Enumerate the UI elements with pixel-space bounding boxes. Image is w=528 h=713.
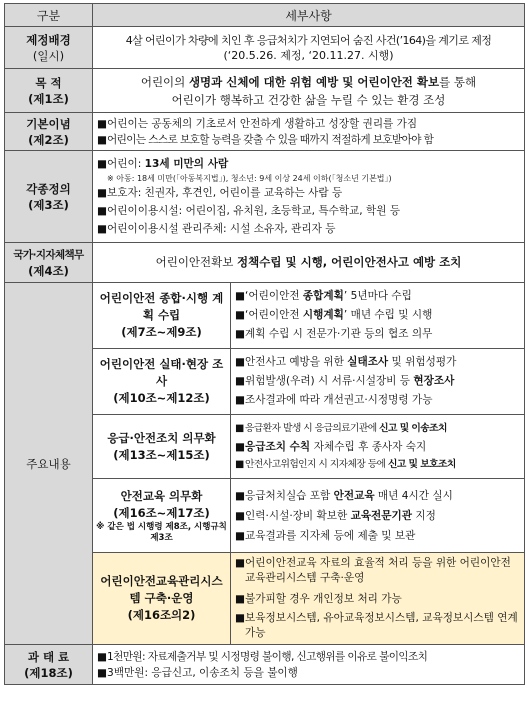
main-sub-title: 어린이안전 종합·시행 계획 수립 (제7조~제9조) <box>93 283 231 349</box>
definition-note: ※ 아동: 18세 미만(「아동복지법」), 청소년: 9세 이상 24세 이하(「청소년 기본법」) <box>107 174 392 183</box>
definition-item: ■ 어린이이용시설: 어린이집, 유치원, 초등학교, 특수학교, 학원 등 <box>97 205 401 217</box>
main-sub-title: 안전교육 의무화 (제16조~제17조) ※ 같은 법 시행령 제8조, 시행규칙 제3조 <box>93 479 231 553</box>
header-details: 세부사항 <box>93 4 525 27</box>
duties-content: 어린이안전확보 정책수립 및 시행, 어린이안전사고 예방 조치 <box>93 243 525 283</box>
education-note: ※ 같은 법 시행령 제8조, 시행규칙 제3조 <box>96 521 227 543</box>
ideas-item: ■ 어린이는 공동체의 기초로서 안전하게 생활하고 성장할 권리를 가짐 <box>97 117 418 130</box>
main-sub-items <box>231 283 525 349</box>
main-item: ■ 보육정보시스템, 유아교육정보시스템, 교육정보시스템 연계 가능 <box>235 612 518 639</box>
header-row <box>5 4 525 27</box>
main-item: ■ 불가피할 경우 개인정보 처리 가능 <box>235 593 402 605</box>
background-line1: 4살 어린이가 차량에 치인 후 응급처치가 지연되어 숨진 사건(’164)을 계기로 제정 <box>125 33 492 47</box>
row-purpose <box>5 69 525 113</box>
label-definitions: 각종정의 (제3조) <box>5 151 93 243</box>
row-duties <box>5 243 525 283</box>
fine-content <box>93 645 525 685</box>
row-background <box>5 27 525 69</box>
background-content <box>93 27 525 69</box>
label-background: 제정배경 (일시) <box>5 27 93 69</box>
main-sub-title: 어린이안전 실태·현장 조사 (제10조~제12조) <box>93 349 231 415</box>
main-item: ■ 교육결과를 지자체 등에 제출 및 보관 <box>235 529 416 542</box>
main-item: ■ 안전사고 예방을 위한 실태조사 및 위험성평가 <box>235 356 457 368</box>
label-fine: 과 태 료 (제18조) <box>5 645 93 685</box>
main-item: ■ 인력·시설·장비 확보한 교육전문기관 지정 <box>235 509 436 522</box>
definition-item: ■ 보호자: 친권자, 후견인, 어린이를 교육하는 사람 등 <box>97 187 343 199</box>
main-item: ■ ‘어린이안전 종합계획’ 5년마다 수립 <box>235 290 412 302</box>
fine-item: ■ 1천만원: 자료제출거부 및 시정명령 불이행, 신고행위를 이유로 불이익조치 <box>97 650 428 663</box>
definitions-content <box>93 151 525 243</box>
main-item: ■ 응급처치실습 포함 안전교육 매년 4시간 실시 <box>235 489 453 502</box>
purpose-line1: 어린이의 생명과 신체에 대한 위험 예방 및 어린이안전 확보를 통해 <box>140 74 477 89</box>
row-fine <box>5 645 525 685</box>
header-category: 구분 <box>5 4 93 27</box>
label-duties: 국가·지자체책무 (제4조) <box>5 243 93 283</box>
purpose-line2: 어린이가 행복하고 건강한 삶을 누릴 수 있는 환경 조성 <box>171 92 446 107</box>
label-ideas: 기본이념 (제2조) <box>5 113 93 151</box>
law-summary-table <box>4 3 525 685</box>
fine-item: ■ 3백만원: 응급신고, 이송조치 등을 불이행 <box>97 666 298 679</box>
main-sub-items <box>231 479 525 553</box>
main-item: ■ 안전사고위험인지 시 지자체장 등에 신고 및 보호조치 <box>235 458 456 470</box>
main-item: ■ ‘어린이안전 시행계획’ 매년 수립 및 시행 <box>235 309 433 321</box>
main-item: ■ 조사결과에 따라 개선권고·시정명령 가능 <box>235 394 433 406</box>
ideas-content <box>93 113 525 151</box>
main-item: ■ 응급환자 발생 시 응급의료기관에 신고 및 이송조치 <box>235 422 447 434</box>
label-purpose: 목 적 (제1조) <box>5 69 93 113</box>
main-item: ■ 응급조치 수칙 자체수립 후 종사자 숙지 <box>235 440 427 453</box>
main-item: ■ 위험발생(우려) 시 서류·시설장비 등 현장조사 <box>235 375 455 387</box>
main-item: ■ 어린이안전교육 자료의 효율적 처리 등을 위한 어린이안전교육관리시스템 구축·운영 <box>235 557 511 584</box>
main-sub-items <box>231 553 525 645</box>
label-main: 주요내용 <box>5 283 93 645</box>
definition-item: ■ 어린이이용시설 관리주체: 시설 소유자, 관리자 등 <box>97 223 336 235</box>
main-sub-title: 어린이안전교육관리시스템 구축·운영 (제16조의2) <box>93 553 231 645</box>
row-main-plan <box>5 283 525 349</box>
row-definitions <box>5 151 525 243</box>
main-sub-items <box>231 415 525 479</box>
main-sub-title: 응급·안전조치 의무화 (제13조~제15조) <box>93 415 231 479</box>
background-line2: (‘20.5.26. 제정, ‘20.11.27. 시행) <box>223 48 394 62</box>
row-ideas <box>5 113 525 151</box>
main-sub-items <box>231 349 525 415</box>
purpose-content <box>93 69 525 113</box>
definition-item: ■ 어린이: 13세 미만의 사람 <box>97 158 229 170</box>
ideas-item: ■ 어린이는 스스로 보호할 능력을 갖출 수 있을 때까지 적절하게 보호받아야 함 <box>97 133 434 146</box>
main-item: ■ 계획 수립 시 전문가·기관 등의 협조 의무 <box>235 328 433 340</box>
